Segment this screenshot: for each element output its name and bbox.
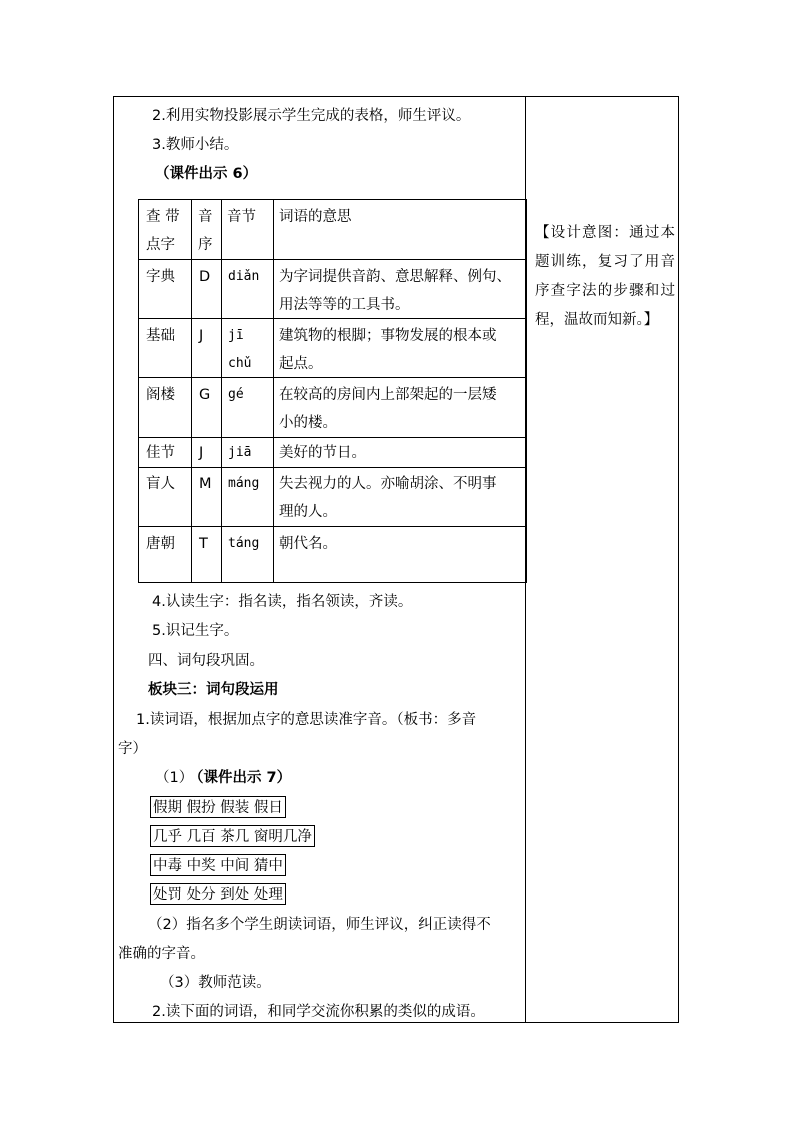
row-meaning: 理的人。 xyxy=(279,504,337,520)
block-3-heading: 板块三：词句段运用 xyxy=(148,682,279,698)
row-letter: J xyxy=(199,328,204,344)
row-meaning: 失去视力的人。亦喻胡涂、不明事 xyxy=(279,476,497,492)
row-pinyin: gé xyxy=(228,387,244,402)
task-2-text: 2.读下面的词语，和同学交流你积累的类似的成语。 xyxy=(152,1004,485,1020)
courseware-6-label: （课件出示 6） xyxy=(155,166,258,182)
row-meaning: 美好的节日。 xyxy=(279,445,366,461)
design-intent-note: 【设计意图：通过本题训练，复习了用音序查字法的步骤和过程，温故而知新。】 xyxy=(535,225,675,328)
sub-3-text: （3）教师范读。 xyxy=(160,975,271,991)
row-word: 字典 xyxy=(146,269,175,285)
sub-2-line-2: 准确的字音。 xyxy=(118,946,205,962)
table-row-line xyxy=(138,259,527,260)
row-meaning: 在较高的房间内上部架起的一层矮 xyxy=(279,387,497,403)
table-row-line xyxy=(138,377,527,378)
row-meaning: 起点。 xyxy=(279,356,323,372)
table-row-line xyxy=(138,467,527,468)
row-letter: G xyxy=(199,387,211,403)
row-word: 阁楼 xyxy=(146,387,175,403)
courseware-7-label: （课件出示 7） xyxy=(189,770,292,786)
word-group-box: 中毒 中奖 中间 猜中 xyxy=(150,854,286,876)
word-group-box: 几乎 几百 茶几 窗明几净 xyxy=(150,825,315,847)
step-3-text: 3.教师小结。 xyxy=(152,137,239,153)
row-meaning: 朝代名。 xyxy=(279,536,337,552)
row-meaning: 小的楼。 xyxy=(279,415,337,431)
step-2-text: 2.利用实物投影展示学生完成的表格，师生评议。 xyxy=(152,108,471,124)
step-5-text: 5.识记生字。 xyxy=(152,623,239,639)
header-lookup-1: 查 带 xyxy=(146,209,180,225)
row-word: 佳节 xyxy=(146,445,175,461)
task-1-line-2: 字） xyxy=(118,741,147,757)
sub-2-line-1: （2）指名多个学生朗读词语，师生评议，纠正读得不 xyxy=(148,917,491,933)
step-4-text: 4.认读生字：指名读，指名领读，齐读。 xyxy=(152,594,413,610)
row-word: 基础 xyxy=(146,328,175,344)
row-letter: J xyxy=(199,445,204,461)
header-syllable: 音节 xyxy=(227,209,256,225)
word-group-box: 假期 假扮 假装 假日 xyxy=(150,796,286,818)
section-4-heading: 四、词句段巩固。 xyxy=(148,653,264,669)
task-1-line-1: 1.读词语，根据加点字的意思读准字音。（板书：多音 xyxy=(136,712,477,728)
row-pinyin: jiā xyxy=(228,445,252,460)
row-letter: D xyxy=(199,269,211,285)
row-pinyin: jī xyxy=(228,328,244,343)
header-order-1: 音 xyxy=(198,209,213,225)
header-lookup-2: 点字 xyxy=(146,237,175,253)
row-letter: T xyxy=(199,536,208,552)
table-row-line xyxy=(138,437,527,438)
row-word: 唐朝 xyxy=(146,536,175,552)
row-meaning: 用法等等的工具书。 xyxy=(279,297,410,313)
header-order-2: 序 xyxy=(198,237,213,253)
word-group-box: 处罚 处分 到处 处理 xyxy=(150,883,286,905)
header-meaning: 词语的意思 xyxy=(279,209,352,225)
sub-1-label: （1） xyxy=(155,770,194,786)
row-meaning: 建筑物的根脚；事物发展的根本或 xyxy=(279,328,497,344)
row-pinyin: diǎn xyxy=(228,269,260,284)
row-meaning: 为字词提供音韵、意思解释、例句、 xyxy=(279,269,511,285)
row-letter: M xyxy=(199,476,212,492)
row-pinyin: táng xyxy=(228,536,260,551)
row-pinyin: máng xyxy=(228,476,260,491)
row-pinyin: chǔ xyxy=(228,356,252,371)
row-word: 盲人 xyxy=(146,476,175,492)
table-row-line xyxy=(138,526,527,527)
